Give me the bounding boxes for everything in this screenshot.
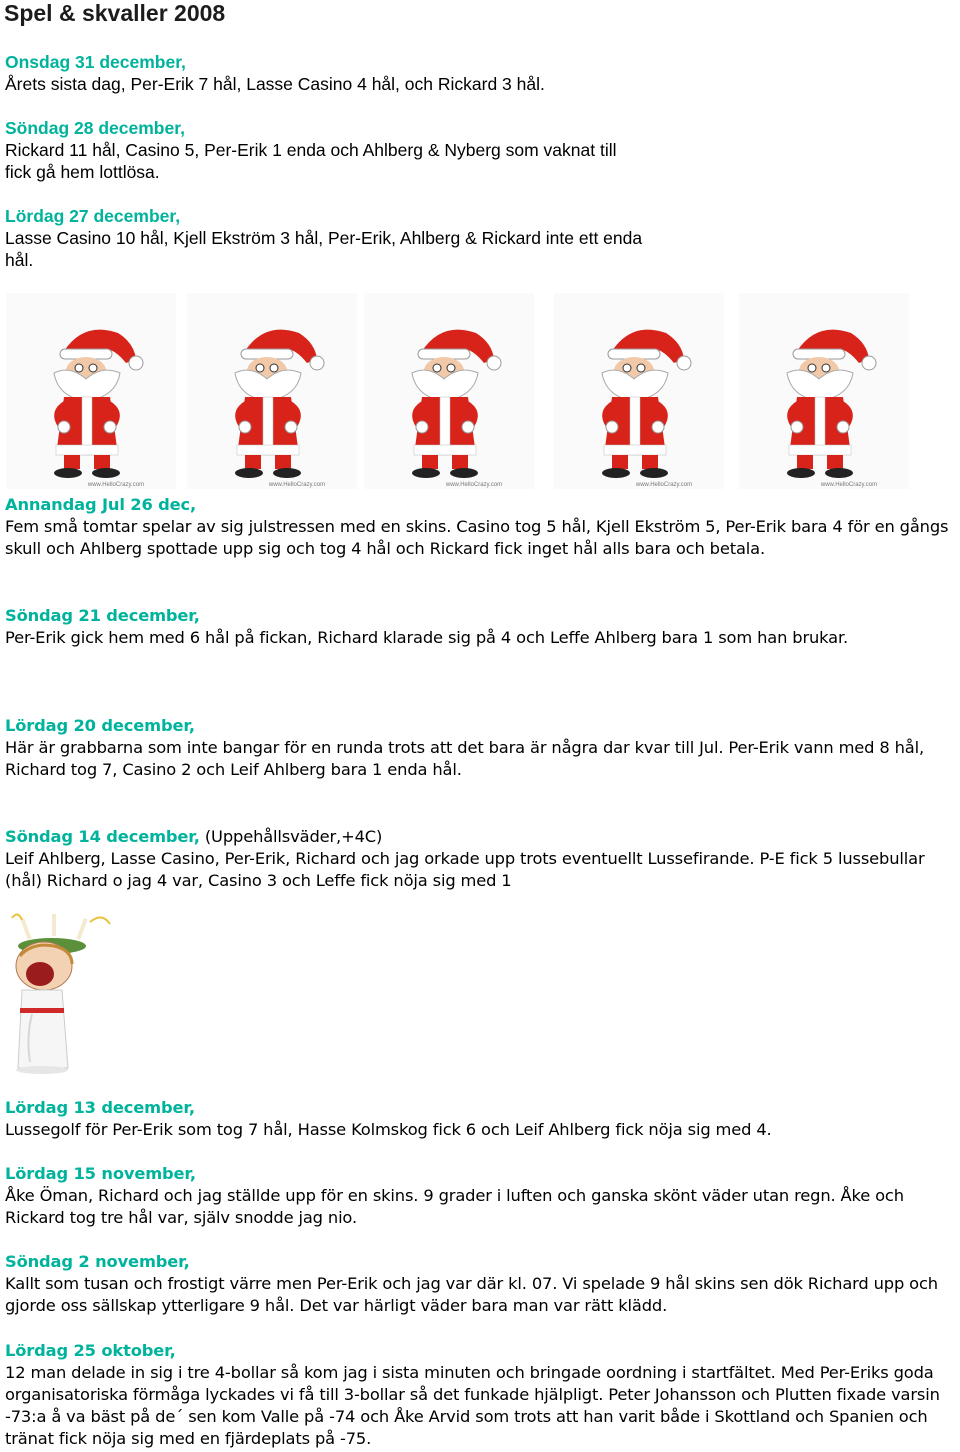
entry-text: Lussegolf för Per-Erik som tog 7 hål, Hasse Kolmskog fick 6 och Leif Ahlberg fick nöja sig med 4. (5, 1120, 772, 1139)
entry-25-okt (5, 1340, 960, 1450)
entry-text: Fem små tomtar spelar av sig julstressen med en skins. Casino tog 5 hål, Kjell Ekström 5, Per-Erik bara 4 för en gångs skull och Ahlberg spottade upp sig och tog 4 hål och Rickard fick inget hål alls bara och betala. (5, 517, 949, 558)
entry-14-dec (5, 826, 960, 892)
page-title: Spel & skvaller 2008 (4, 0, 226, 26)
entry-note: (Uppehållsväder,+4C) (204, 827, 383, 846)
entry-date: Lördag 27 december, (5, 206, 181, 226)
entry-text: 12 man delade in sig i tre 4-bollar så kom jag i sista minuten och bringade oordning i startfältet. Med Per-Eriks goda organisatoriska förmåga lyckades vi få till 3-bollar så det funkade hjälpligt. Peter Johansson och Plutten fixade varsin -73:a å va bäst på de´ sen kom Valle på -74 och Åke Arvid som trots att han varit både i Skottland och Spanien och tränat fick nöja sig med en fjärdeplats på -75. (5, 1363, 940, 1448)
entry-text: Årets sista dag, Per-Erik 7 hål, Lasse Casino 4 hål, och Rickard 3 hål. (5, 74, 545, 94)
entry-20-dec (5, 715, 960, 781)
lucia-image (2, 912, 137, 1075)
entry-date: Lördag 20 december, (5, 716, 195, 735)
entry-2-nov (5, 1251, 960, 1317)
entry-date: Onsdag 31 december, (5, 52, 186, 72)
entry-13-dec (5, 1097, 960, 1141)
entry-text: Åke Öman, Richard och jag ställde upp för en skins. 9 grader i luften och ganska skönt väder utan regn. Åke och Rickard tog tre hål var, själv snodde jag nio. (5, 1186, 904, 1227)
entry-text: Lasse Casino 10 hål, Kjell Ekström 3 hål, Per-Erik, Ahlberg & Rickard inte ett enda hål. (5, 228, 643, 270)
entry-date: Söndag 2 november, (5, 1252, 190, 1271)
entry-text: Leif Ahlberg, Lasse Casino, Per-Erik, Richard och jag orkade upp trots eventuellt Lussefirande. P-E fick 5 lussebullar (hål) Richard o jag 4 var, Casino 3 och Leffe fick nöja sig med 1 (5, 849, 925, 890)
entry-date: Söndag 21 december, (5, 606, 200, 625)
entry-date: Lördag 25 oktober, (5, 1341, 176, 1360)
santa-image (554, 293, 724, 489)
entry-text: Här är grabbarna som inte bangar för en runda trots att det bara är några dar kvar till Jul. Per-Erik vann med 8 hål, Richard tog 7, Casino 2 och Leif Ahlberg bara 1 enda hål. (5, 738, 924, 779)
entry-27-dec (5, 205, 645, 271)
entry-21-dec (5, 605, 960, 649)
entry-date: Annandag Jul 26 dec, (5, 495, 197, 514)
santa-image (6, 293, 176, 489)
entry-26-dec (5, 494, 960, 560)
santa-image (739, 293, 909, 489)
entry-28-dec (5, 117, 645, 183)
entry-text: Rickard 11 hål, Casino 5, Per-Erik 1 enda och Ahlberg & Nyberg som vaknat till fick gå hem lottlösa. (5, 140, 617, 182)
santa-image (364, 293, 534, 489)
santa-image (187, 293, 357, 489)
entry-date: Söndag 14 december, (5, 827, 200, 846)
entry-text: Per-Erik gick hem med 6 hål på fickan, Richard klarade sig på 4 och Leffe Ahlberg bara 1 som han brukar. (5, 628, 849, 647)
entry-text: Kallt som tusan och frostigt värre men Per-Erik och jag var där kl. 07. Vi spelade 9 hål skins sen dök Richard upp och gjorde oss sällskap ytterligare 9 hål. Det var härligt väder bara man var rätt klädd. (5, 1274, 938, 1315)
entry-date: Söndag 28 december, (5, 118, 185, 138)
entry-31-dec (5, 51, 645, 95)
entry-date: Lördag 13 december, (5, 1098, 195, 1117)
entry-15-nov (5, 1163, 960, 1229)
entry-date: Lördag 15 november, (5, 1164, 196, 1183)
